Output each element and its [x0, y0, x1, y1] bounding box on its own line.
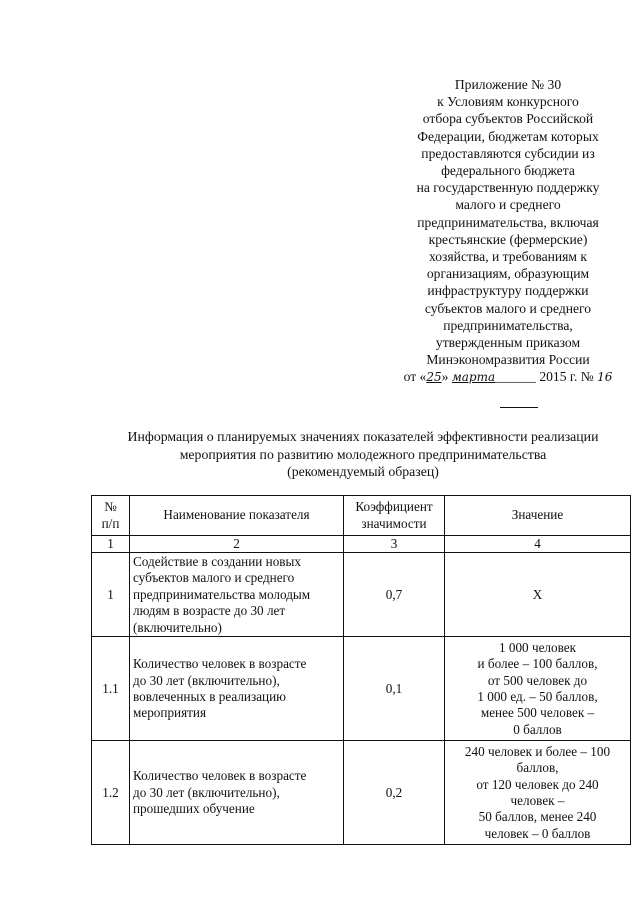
appendix-line: субъектов малого и среднего [424, 300, 592, 316]
appendix-line: организациям, образующим [426, 266, 590, 282]
header-num: № п/п [92, 496, 130, 536]
document-title [90, 428, 636, 481]
order-date-line [386, 368, 630, 386]
table-header-row [92, 496, 631, 536]
row-value: 240 человек и более – 100 баллов, от 120 человек до 240 человек – 50 баллов, менее 240 человек – 0 баллов [445, 741, 631, 845]
appendix-line: Минэкономразвития России [426, 352, 590, 368]
col-number: 1 [92, 536, 130, 553]
date-day: 25 [426, 370, 442, 385]
title-line: (рекомендуемый образец) [287, 464, 439, 479]
row-value: 1 000 человек и более – 100 баллов, от 500 человек до 1 000 ед. – 50 баллов, менее 500 человек – 0 баллов [445, 637, 631, 741]
header-name: Наименование показателя [130, 496, 344, 536]
appendix-line: инфраструктуру поддержки [427, 283, 589, 299]
row-num: 1.1 [92, 637, 130, 741]
table-row [92, 741, 631, 845]
appendix-line: к Условиям конкурсного [437, 94, 579, 110]
row-name: Количество человек в возрасте до 30 лет (включительно), вовлеченных в реализацию мероприятия [130, 637, 344, 741]
appendix-line: отбора субъектов Российской [422, 111, 594, 127]
title-line: мероприятия по развитию молодежного предпринимательства [179, 446, 547, 462]
row-name: Количество человек в возрасте до 30 лет (включительно), прошедших обучение [130, 741, 344, 845]
row-num: 1.2 [92, 741, 130, 845]
date-blank: ______ [495, 369, 536, 385]
appendix-line: утвержденным приказом [435, 335, 581, 351]
column-number-row [92, 536, 631, 553]
date-mid: » [441, 369, 452, 385]
appendix-line: хозяйства, и требованиям к [428, 249, 588, 265]
appendix-line: федерального бюджета [441, 163, 575, 179]
appendix-line: Федерации, бюджетам которых [417, 128, 599, 144]
appendix-line: предпринимательства, [443, 317, 573, 333]
indicators-table [91, 495, 631, 845]
row-name: Содействие в создании новых субъектов малого и среднего предпринимательства молодым людям в возрасте до 30 лет (включительно) [130, 553, 344, 637]
row-coef: 0,7 [344, 553, 445, 637]
row-num: 1 [92, 553, 130, 637]
col-number: 4 [445, 536, 631, 553]
date-year: 2015 г. № [535, 369, 598, 385]
row-coef: 0,1 [344, 637, 445, 741]
appendix-line: на государственную поддержку [416, 180, 600, 196]
title-line: Информация о планируемых значениях показателей эффективности реализации [127, 429, 599, 444]
header-coef: Коэффициент значимости [344, 496, 445, 536]
col-number: 2 [130, 536, 344, 553]
header-value: Значение [445, 496, 631, 536]
appendix-block [386, 76, 630, 387]
row-coef: 0,2 [344, 741, 445, 845]
table-row [92, 553, 631, 637]
number-underline [500, 407, 538, 408]
row-value: Х [445, 553, 631, 637]
appendix-line: предпринимательства, включая [417, 214, 599, 230]
date-prefix: от « [403, 369, 427, 385]
col-number: 3 [344, 536, 445, 553]
appendix-line: Приложение № 30 [454, 77, 562, 92]
table-row [92, 637, 631, 741]
appendix-line: предоставляются субсидии из [421, 145, 595, 161]
order-number: 16 [597, 370, 613, 385]
appendix-line: крестьянские (фермерские) [428, 231, 588, 247]
date-month: марта [451, 370, 496, 385]
appendix-line: малого и среднего [455, 197, 561, 213]
